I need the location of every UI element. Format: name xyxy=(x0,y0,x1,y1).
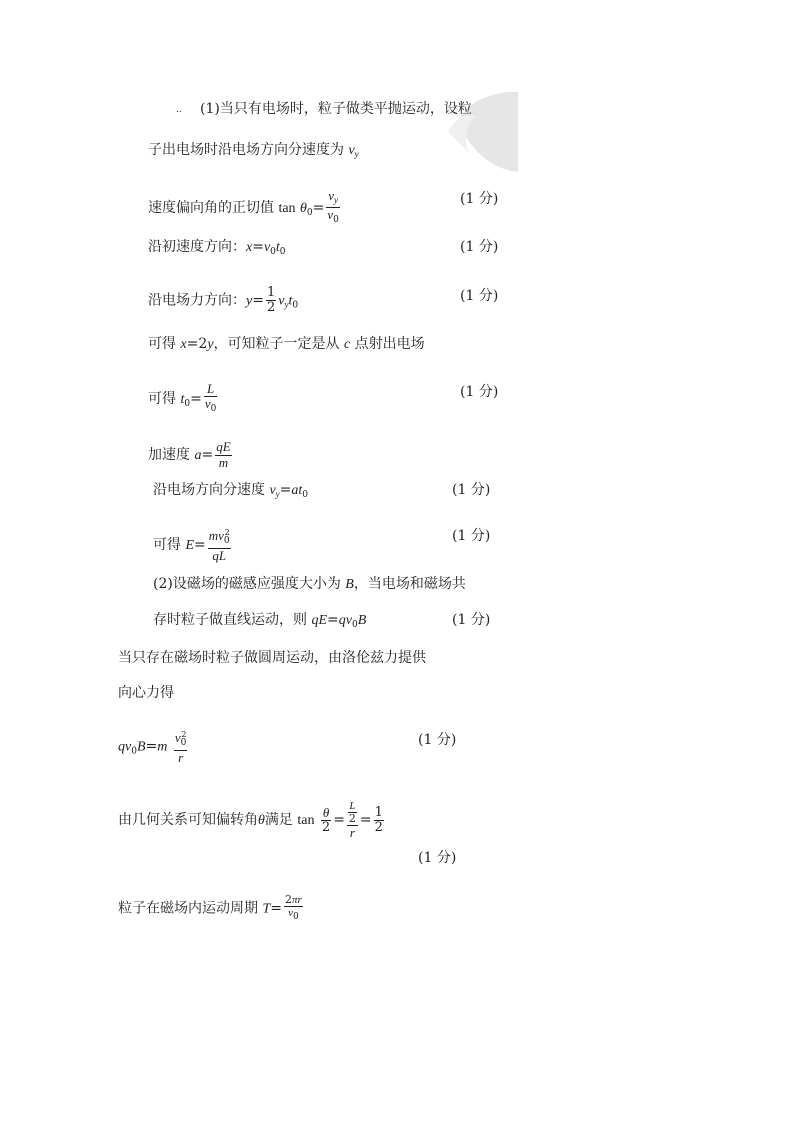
score-1: (1 分) xyxy=(460,191,499,207)
line-qvB-equation: $qv_0B=m$ $\frac{v_0^2}{r}$ xyxy=(118,730,187,765)
score-8: (1 分) xyxy=(418,732,457,748)
line-qE-qvB: 存时粒子做直线运动，则 $qE=qv_0B$ xyxy=(153,612,367,630)
score-6: (1 分) xyxy=(452,528,491,544)
score-9: (1 分) xyxy=(418,850,457,866)
part2-intro: (2)设磁场的磁感应强度大小为 B，当电场和磁场共 xyxy=(153,576,466,592)
line-period: 粒子在磁场内运动周期 T= $\frac{2\pi r}{v_0}$ xyxy=(118,893,302,922)
score-2: (1 分) xyxy=(460,239,499,255)
line-t0: 可得 $t_0=$ $\frac{L}{v_0}$ xyxy=(148,381,217,414)
line-x-motion: 沿初速度方向：$x=v_0t_0$ xyxy=(148,239,286,257)
line-vy-at0: 沿电场方向分速度 $v_y=at_0$ xyxy=(153,482,309,500)
line-E-result: 可得 E= $\frac{mv_0^2}{qL}$ xyxy=(153,528,230,563)
line-vy-definition: 子出电场时沿电场方向分速度为 $v_y$ xyxy=(148,142,359,159)
line-tan-theta: 速度偏向角的正切值 $\tan \theta_0=$ $\frac{v_y}{v_0}$ xyxy=(148,188,339,225)
margin-mark: .. xyxy=(176,105,182,115)
score-7: (1 分) xyxy=(452,612,491,628)
line-centripetal: 向心力得 xyxy=(118,685,174,701)
line-magnetic-only: 当只存在磁场时粒子做圆周运动，由洛伦兹力提供 xyxy=(118,650,426,666)
line-x-equals-2y: 可得 x=2y，可知粒子一定是从 c 点射出电场 xyxy=(148,336,425,352)
part1-intro: (1)当只有电场时，粒子做类平抛运动，设粒 xyxy=(200,101,472,117)
line-acceleration: 加速度 a= $\frac{qE}{m}$ xyxy=(148,439,231,470)
line-y-motion: 沿电场力方向：y= $\frac{1}{2}$ $v_yt_0$ xyxy=(148,285,299,315)
score-4: (1 分) xyxy=(460,384,499,400)
score-5: (1 分) xyxy=(452,482,491,498)
score-3: (1 分) xyxy=(460,288,499,304)
line-tan-half-angle: 由几何关系可知偏转角θ满足 tan $\frac{\theta}{2}$ = $\frac{\frac{L}{2}}{r}$ = $\frac{1}{2}$ xyxy=(118,800,383,840)
